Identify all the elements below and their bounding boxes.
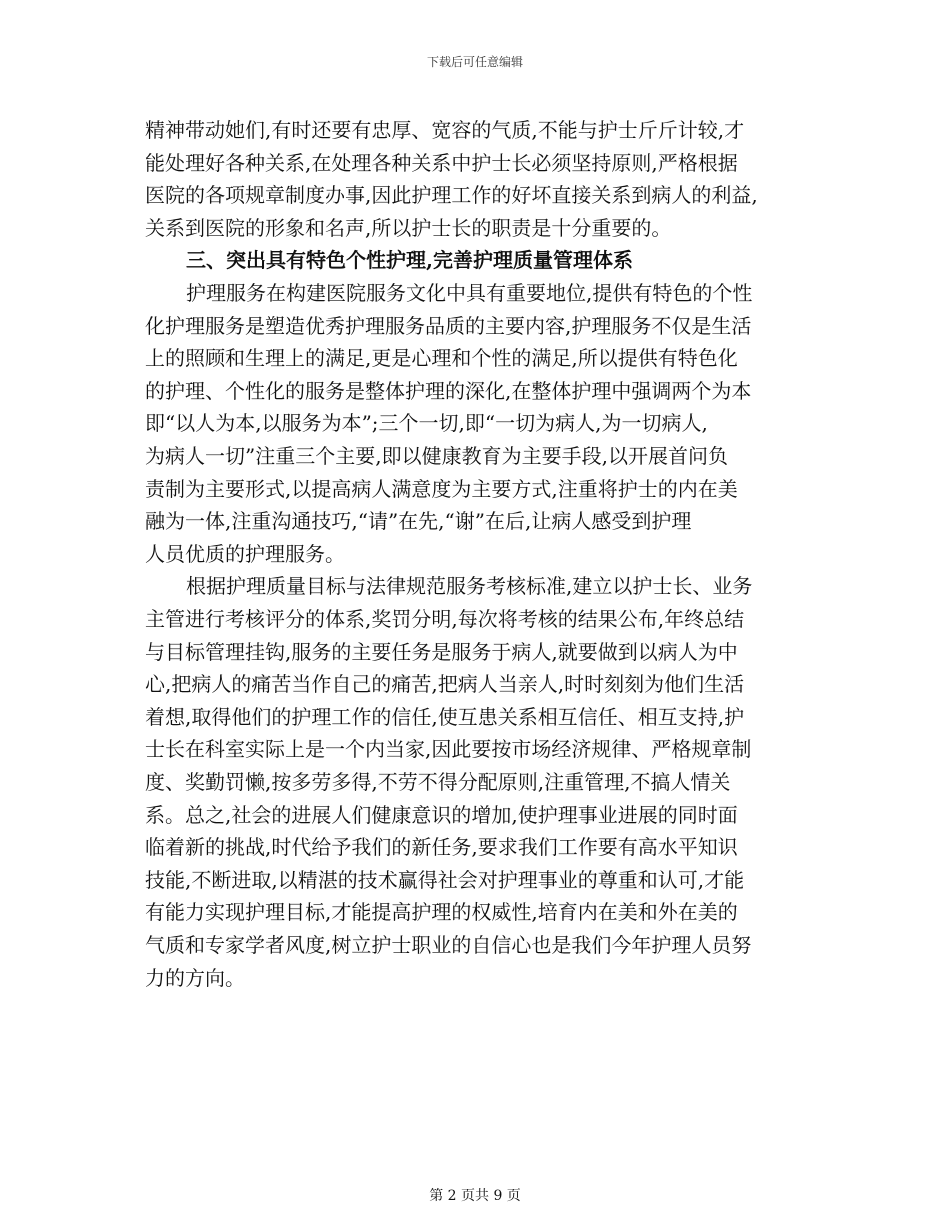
text-line: 的护理、个性化的服务是整体护理的深化,在整体护理中强调两个为本	[145, 378, 752, 403]
text-line: 与目标管理挂钩,服务的主要任务是服务于病人,就要做到以病人为中	[145, 639, 738, 664]
heading-line: 三、突出具有特色个性护理,完善护理质量管理体系	[186, 248, 633, 273]
text-line: 着想,取得他们的护理工作的信任,使互患关系相互信任、相互支持,护	[145, 704, 745, 729]
text-line: 临着新的挑战,时代给予我们的新任务,要求我们工作要有高水平知识	[145, 835, 738, 860]
text-line: 技能,不断进取,以精湛的技术赢得社会对护理事业的尊重和认可,才能	[145, 867, 745, 892]
text-line: 为病人一切”注重三个主要,即以健康教育为主要手段,以开展首问负	[145, 444, 728, 468]
text-line: 度、奖勤罚懒,按多劳多得,不劳不得分配原则,注重管理,不搞人情关	[145, 770, 731, 794]
text-line: 有能力实现护理目标,才能提高护理的权威性,培育内在美和外在美的	[145, 900, 738, 925]
text-line: 精神带动她们,有时还要有忠厚、宽容的气质,不能与护士斤斤计较,才	[145, 118, 745, 142]
text-line: 上的照顾和生理上的满足,更是心理和个性的满足,所以提供有特色化	[145, 346, 738, 371]
text-line: 根据护理质量目标与法律规范服务考核标准,建立以护士长、业务	[186, 574, 753, 599]
text-line: 系。总之,社会的进展人们健康意识的增加,使护理事业进展的同时面	[145, 802, 738, 827]
text-line: 气质和专家学者风度,树立护士职业的自信心也是我们今年护理人员努	[145, 933, 752, 957]
text-line: 护理服务在构建医院服务文化中具有重要地位,提供有特色的个性	[186, 281, 753, 305]
text-line: 即“以人为本,以服务为本”;三个一切,即“一切为病人,为一切病人,	[145, 411, 708, 436]
page-header: 下载后可任意编辑	[426, 55, 523, 69]
text-line: 化护理服务是塑造优秀护理服务品质的主要内容,护理服务不仅是生活	[145, 313, 752, 338]
text-line: 人员优质的护理服务。	[145, 541, 345, 566]
page-footer: 第 2 页共 9 页	[429, 1188, 521, 1204]
text-line: 力的方向。	[145, 965, 245, 990]
text-line: 士长在科室实际上是一个内当家,因此要按市场经济规律、严格规章制	[145, 737, 752, 762]
text-line: 责制为主要形式,以提高病人满意度为主要方式,注重将护士的内在美	[145, 476, 738, 501]
text-line: 能处理好各种关系,在处理各种关系中护士长必须坚持原则,严格根据	[145, 150, 738, 175]
text-line: 医院的各项规章制度办事,因此护理工作的好坏直接关系到病人的利益,	[145, 183, 758, 208]
text-line: 心,把病人的痛苦当作自己的痛苦,把病人当亲人,时时刻刻为他们生活	[145, 672, 745, 697]
text-line: 关系到医院的形象和名声,所以护士长的职责是十分重要的。	[145, 215, 672, 240]
text-line: 融为一体,注重沟通技巧,“请”在先,“谢”在后,让病人感受到护理	[145, 509, 692, 534]
text-line: 主管进行考核评分的体系,奖罚分明,每次将考核的结果公布,年终总结	[145, 607, 745, 631]
